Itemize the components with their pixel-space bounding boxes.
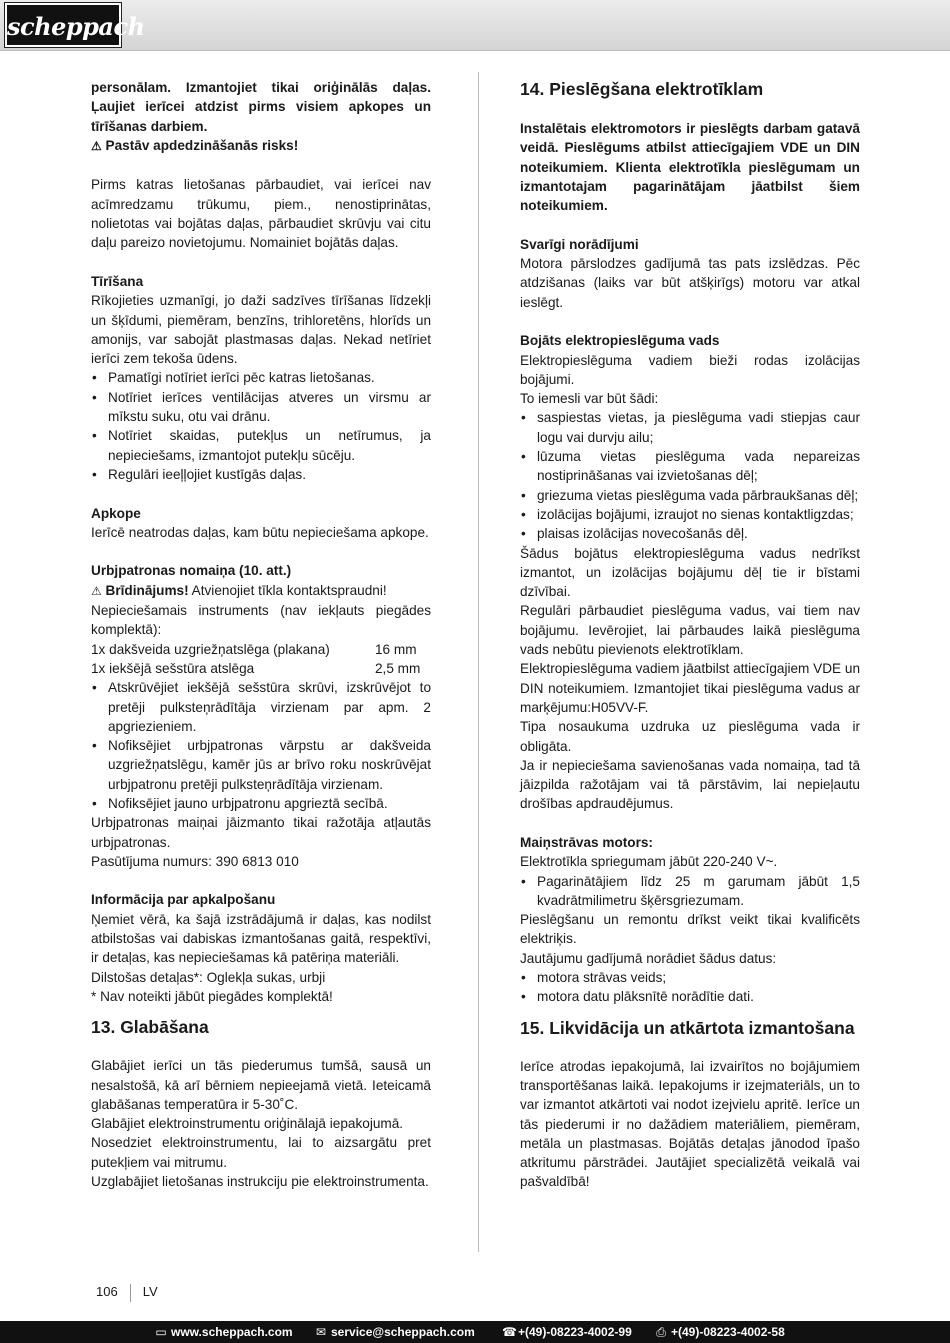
tool-row [91, 659, 431, 678]
footer-separator [130, 1284, 131, 1302]
order-number: Pasūtījuma numurs: 390 6813 010 [91, 853, 299, 869]
list-item: • motora datu plāksnītē norādītie dati. [520, 987, 860, 1006]
email-text: service@scheppach.com [331, 1325, 475, 1339]
tool-size: 2,5 mm [375, 660, 421, 676]
list-item: • Nofiksējiet jauno urbjpatronu apgrieztā secībā. [91, 794, 431, 813]
ac-motor-heading: Maiņstrāvas motors: [520, 834, 653, 850]
mains-intro: Instalētais elektromotors ir pieslēgts darbam gatavā veidā. Pieslēgums atbilst attiecīgajiem VDE un DIN noteikumiem. Klienta elektrotīkla pieslēgumam un izmantotajam pagarinātājam jāatbilst šiem noteikumiem. [520, 121, 860, 214]
tool-name: 1x iekšējā sešstūra atslēga [91, 660, 255, 676]
list-item: • plaisas izolācijas novecošanās dēļ. [520, 524, 860, 543]
burn-warning [91, 136, 431, 156]
wear-parts: Dilstošas detaļas*: Oglekļa sukas, urbji [91, 969, 326, 985]
storage-text-2: Glabājiet elektroinstrumentu oriģinālajā iepakojumā. [91, 1116, 404, 1132]
burn-warning-text: Pastāv apdedzināšanās risks! [105, 137, 299, 153]
mains-heading: 14. Pieslēgšana elektrotīklam [520, 79, 764, 99]
cleaning-text: Rīkojieties uzmanīgi, jo daži sadzīves tīrīšanas līdzekļi un šķīdumi, piemēram, benzīns, trihloretēns, hlorīds un amonijs, var sabojāt plastmasas daļas. Nekad netīriet ierīci zem tekoša ūdens. [91, 293, 431, 367]
ac-motor-list [520, 872, 860, 911]
page-language: LV [142, 1284, 158, 1299]
cable-paragraph-5: Ja ir nepieciešama savienošanas vada nomaiņa, tad tā jāizpilda ražotājam vai tā pārstāvim, lai nepieļautu drošības apdraudējumus. [520, 757, 860, 812]
fax-icon: ⎙ [656, 1325, 666, 1339]
tool-name: 1x dakšveida uzgriežņatslēga (plakana) [91, 641, 330, 657]
cleaning-list [91, 368, 431, 484]
cleaning-heading: Tīrīšana [91, 273, 144, 289]
cable-paragraph-4: Tipa nosaukuma uzdruka uz pieslēguma vada ir obligāta. [520, 719, 860, 754]
header-bar [0, 0, 950, 51]
fax-text: +(49)-08223-4002-58 [671, 1325, 785, 1339]
list-item: • Notīriet ierīces ventilācijas atveres un virsmu ar mīkstu suku, otu vai drānu. [91, 388, 431, 427]
storage-text-3: Nosedziet elektroinstrumentu, lai to aizsargātu pret putekļiem vai mitrumu. [91, 1135, 431, 1170]
tool-row [91, 640, 431, 659]
left-column [91, 78, 431, 1191]
notes-heading: Svarīgi norādījumi [520, 236, 639, 252]
storage-text-4: Uzglabājiet lietošanas instrukciju pie elektroinstrumenta. [91, 1174, 429, 1190]
cable-text-1: Elektropieslēguma vadiem bieži rodas izolācijas bojājumi. [520, 352, 860, 387]
phone-text: +(49)-08223-4002-99 [518, 1325, 632, 1339]
inspection-paragraph: Pirms katras lietošanas pārbaudiet, vai ierīcei nav acīmredzamu trūkumu, piem., nenostiprinātas, nolietotas vai bojātas daļas, pārbaudiet skrūvju vai citu daļu pareizo novietojumu. Nomainiet bojātās daļas. [91, 177, 431, 251]
disposal-heading: 15. Likvidācija un atkārtota izmantošana [520, 1017, 855, 1038]
scheppach-logo: scheppach [5, 3, 121, 47]
list-item: • griezuma vietas pieslēguma vada pārbraukšanas dēļ; [520, 486, 860, 505]
cable-text-2: To iemesli var būt šādi: [520, 391, 659, 407]
list-item: • Pamatīgi notīriet ierīci pēc katras lietošanas. [91, 368, 431, 387]
contact-footer-bar [0, 1321, 950, 1343]
list-item: • lūzuma vietas pieslēguma vada nepareizas nostiprināšanas vai izvietošanas dēļ; [520, 447, 860, 486]
ac-paragraph-1: Pieslēgšanu un remontu drīkst veikt tikai kvalificēts elektriķis. [520, 912, 860, 947]
chuck-warning [91, 581, 431, 601]
warning-icon: ⚠ [91, 583, 102, 598]
left-intro-bold: personālam. Izmantojiet tikai oriģinālās daļas. Ļaujiet ierīcei atdzist pirms visiem apkopes un tīrīšanas darbiem. [91, 80, 431, 134]
list-item: • izolācijas bojājumi, izraujot no sienas kontaktligzdas; [520, 505, 860, 524]
phone-icon: ☎ [502, 1325, 517, 1339]
page-footer-number [96, 1282, 158, 1302]
chuck-warning-text: Atvienojiet tīkla kontaktspraudni! [191, 582, 387, 598]
footer-website[interactable] [155, 1321, 293, 1343]
warning-icon: ⚠ [91, 138, 102, 153]
chuck-note: Urbjpatronas maiņai jāizmanto tikai ražotāja atļautās urbjpatronas. [91, 815, 431, 850]
notes-text: Motora pārslodzes gadījumā tas pats izslēdzas. Pēc atdzišanas (laiks var būt atšķirīgs) motoru var atkal ieslēgt. [520, 256, 860, 310]
chuck-heading: Urbjpatronas nomaiņa (10. att.) [91, 563, 292, 579]
chuck-warning-label: Brīdinājums! [105, 582, 189, 598]
list-item: • motora strāvas veids; [520, 968, 860, 987]
list-item: • Pagarinātājiem līdz 25 m garumam jābūt 1,5 kvadrātmilimetru šķērsgriezumam. [520, 872, 860, 911]
tool-size: 16 mm [375, 641, 417, 657]
right-column [520, 78, 860, 1192]
disposal-text: Ierīce atrodas iepakojumā, lai izvairītos no bojājumiem transportēšanas laikā. Iepakojums ir izejmateriāls, un to var izmantot atkārtoti vai nodot izejvielu apritē. Ierīce un tās piederumi ir no dažādiem materiāliem, piemēram, metāla un plastmasas. Bojātās detaļas jānodod īpašo atkritumu pārstrādei. Jautājiet specializētā veikalā vai pašvaldībā! [520, 1058, 860, 1190]
storage-text-1: Glabājiet ierīci un tās piederumus tumšā, sausā un nesalstošā, kā arī bērniem nepieejamā vietā. Ieteicamā glabāšanas temperatūra ir 5-30˚C. [91, 1058, 431, 1112]
cable-paragraph-2: Regulāri pārbaudiet pieslēguma vadus, vai tiem nav bojājumu. Ievērojiet, lai pārbaudes laikā pieslēguma vads nebūtu pievienots elektrotīklam. [520, 603, 860, 658]
cable-causes-list [520, 408, 860, 543]
ac-paragraph-2: Jautājumu gadījumā norādiet šādus datus: [520, 950, 777, 966]
ac-data-list [520, 968, 860, 1007]
list-item: • Notīriet skaidas, putekļus un netīrumus, ja nepieciešams, izmantojot putekļu sūcēju. [91, 426, 431, 465]
ac-motor-text: Elektrotīkla spriegumam jābūt 220-240 V~. [520, 854, 778, 870]
monitor-icon: ▭ [155, 1325, 167, 1339]
column-divider [478, 72, 479, 1252]
wear-note: * Nav noteikti jābūt piegādes komplektā! [91, 988, 333, 1004]
tools-intro: Nepieciešamais instruments (nav iekļauts piegādes komplektā): [91, 603, 431, 638]
footer-fax [655, 1321, 785, 1343]
mail-icon: ✉ [315, 1325, 327, 1339]
service-text: Ņemiet vērā, ka šajā izstrādājumā ir daļas, kas nodilst atbilstošas vai dabiskas izmantošanas gaitā, respektīvi, ir detaļas, kas nepieciešamas kā patēriņa materiāli. [91, 911, 431, 966]
maintenance-heading: Apkope [91, 505, 141, 521]
chuck-steps-list [91, 678, 431, 813]
maintenance-text: Ierīcē neatrodas daļas, kam būtu nepieciešama apkope. [91, 524, 429, 540]
cable-paragraph-1: Šādus bojātus elektropieslēguma vadus nedrīkst izmantot, un izolācijas bojājumu dēļ tie ir bīstami dzīvībai. [520, 545, 860, 600]
cable-paragraph-3: Elektropieslēguma vadiem jāatbilst attiecīgajiem VDE un DIN noteikumiem. Izmantojiet tikai pieslēguma vadus ar marķējumu:H05VV-F. [520, 661, 861, 715]
list-item: • saspiestas vietas, ja pieslēguma vadi stiepjas caur logu vai durvju ailu; [520, 408, 860, 447]
storage-heading: 13. Glabāšana [91, 1017, 209, 1038]
footer-phone [502, 1321, 632, 1343]
website-text: www.scheppach.com [171, 1325, 293, 1339]
cable-heading: Bojāts elektropieslēguma vads [520, 333, 720, 349]
list-item: • Nofiksējiet urbjpatronas vārpstu ar dakšveida uzgriežņatslēgu, kamēr jūs ar brīvo roku noskrūvējat urbjpatronu pretēji pulksteņrādītāja virzienam. [91, 736, 431, 794]
page-number: 106 [96, 1284, 118, 1299]
list-item: • Regulāri ieeļļojiet kustīgās daļas. [91, 465, 431, 484]
footer-email[interactable] [315, 1321, 475, 1343]
list-item: • Atskrūvējiet iekšējā sešstūra skrūvi, izskrūvējot to pretēji pulksteņrādītāja virzienam par apm. 2 apgriezieniem. [91, 678, 431, 736]
service-heading: Informācija par apkalpošanu [91, 892, 276, 908]
